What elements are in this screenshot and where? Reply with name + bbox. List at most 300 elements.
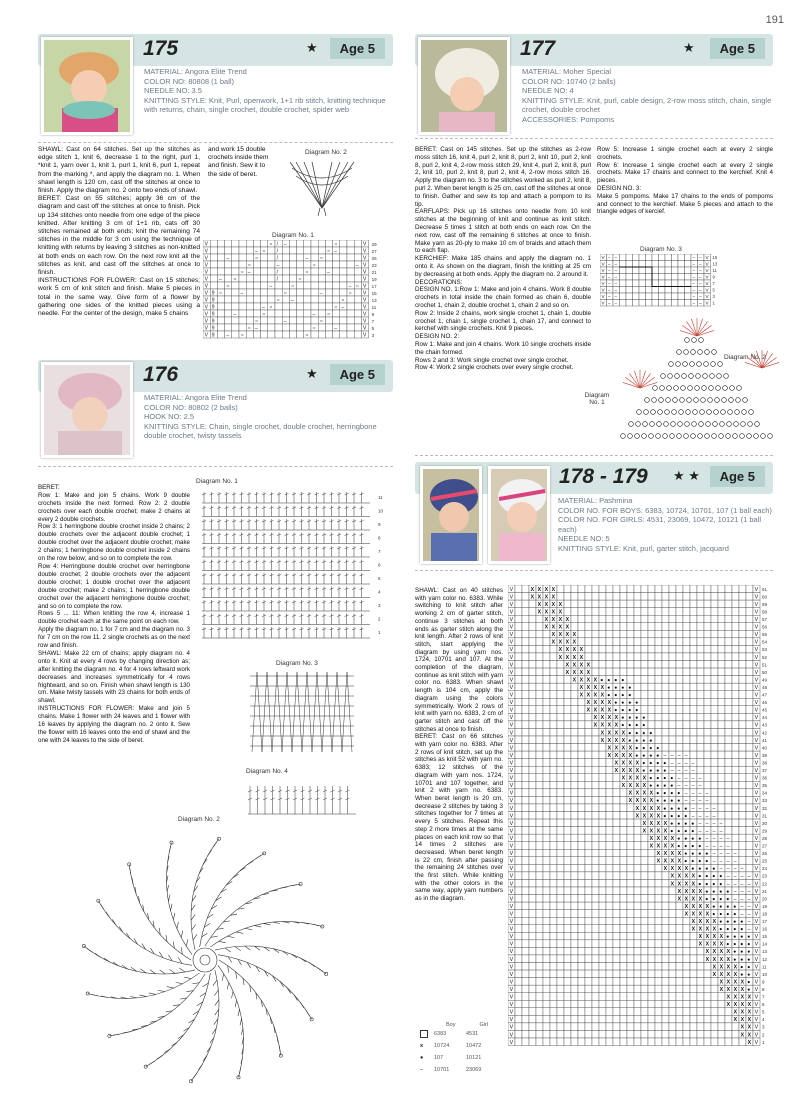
svg-text:X: X (705, 934, 710, 941)
svg-text:X: X (656, 851, 661, 858)
svg-text:41: 41 (762, 737, 768, 743)
svg-text:–: – (699, 294, 702, 300)
svg-text:X: X (600, 684, 605, 691)
svg-text:V: V (509, 617, 514, 623)
svg-text:○: ○ (334, 304, 338, 311)
svg-text:V: V (509, 843, 514, 850)
svg-text:2: 2 (762, 1032, 765, 1038)
svg-text:1: 1 (712, 300, 715, 306)
svg-text:X: X (705, 903, 710, 910)
svg-text:X: X (663, 866, 668, 873)
svg-text:X: X (565, 624, 570, 631)
info-style: KNITTING STYLE: Knit, purl, garter stitch, jacquard (558, 543, 729, 553)
svg-text:X: X (621, 752, 626, 759)
svg-text:V: V (754, 662, 759, 669)
svg-text:–: – (733, 881, 737, 888)
svg-text:X: X (572, 647, 577, 654)
svg-text:51: 51 (762, 662, 768, 668)
svg-text:V: V (705, 268, 709, 274)
svg-text:V: V (754, 752, 759, 759)
svg-text:●: ● (677, 805, 681, 812)
svg-text:X: X (698, 903, 703, 910)
svg-text:–: – (699, 274, 702, 280)
svg-text:5: 5 (371, 326, 375, 331)
info-color-girls: COLOR NO. FOR GIRLS: 4531, 23069, 10472, 10121 (1 ball each) (558, 515, 762, 534)
svg-text:X: X (628, 768, 633, 774)
svg-text:3: 3 (378, 603, 381, 608)
svg-text:–: – (226, 332, 229, 339)
diagram-3-cable-grid (600, 254, 742, 312)
svg-text:15: 15 (712, 255, 718, 260)
svg-text:○: ○ (305, 269, 309, 276)
svg-text:V: V (754, 1024, 759, 1031)
svg-text:X: X (719, 979, 724, 986)
svg-text:X: X (656, 820, 661, 827)
svg-text:○: ○ (334, 241, 338, 248)
svg-text:V: V (509, 654, 514, 661)
svg-text:●: ● (614, 677, 618, 684)
svg-text:–: – (733, 873, 737, 880)
svg-text:–: – (705, 820, 709, 827)
svg-text:X: X (684, 903, 689, 910)
diagram-2-label: Diagram No. 2 (724, 354, 766, 361)
svg-text:V: V (705, 261, 709, 267)
svg-text:○: ○ (355, 283, 359, 290)
svg-text:X: X (628, 752, 633, 759)
svg-text:–: – (726, 881, 730, 888)
svg-text:9: 9 (371, 312, 375, 317)
svg-text:●: ● (684, 820, 688, 827)
svg-text:3: 3 (712, 294, 715, 299)
svg-text:–: – (692, 261, 696, 267)
svg-text:X: X (691, 896, 696, 903)
svg-text:V: V (754, 707, 759, 714)
svg-text:V: V (754, 760, 759, 767)
svg-text:●: ● (691, 851, 695, 858)
svg-text:X: X (747, 1032, 752, 1039)
svg-text:●: ● (649, 775, 653, 782)
svg-text:V: V (363, 262, 367, 269)
svg-text:●: ● (719, 881, 723, 888)
svg-text:X: X (544, 586, 549, 593)
svg-text:X: X (747, 1009, 752, 1016)
svg-text:21: 21 (371, 270, 377, 275)
svg-text:X: X (705, 926, 710, 933)
svg-text:●: ● (719, 888, 723, 895)
svg-text:●: ● (628, 715, 632, 722)
svg-text:○: ○ (312, 262, 316, 269)
svg-text:X: X (677, 873, 682, 880)
svg-text:11: 11 (371, 305, 377, 310)
svg-text:X: X (628, 745, 633, 752)
pattern-175-text-cont: and work 15 double crochets inside them and finish. Sew it to the side of beret. (208, 146, 269, 178)
svg-text:V: V (509, 745, 514, 752)
svg-text:X: X (726, 994, 731, 1001)
svg-text:●: ● (740, 941, 744, 948)
svg-text:●: ● (607, 692, 611, 699)
svg-text:X: X (558, 632, 563, 639)
svg-text:X: X (635, 798, 640, 805)
svg-text:–: – (733, 896, 737, 903)
svg-text:X: X (691, 888, 696, 895)
svg-text:X: X (677, 866, 682, 873)
svg-text:–: – (262, 304, 265, 311)
color-legend: Boy Girl 6383 4531 x 10724 10472 ● 107 10121 – 10701 23069 (420, 1022, 489, 1073)
svg-text:5: 5 (378, 576, 381, 581)
photo-176 (41, 362, 133, 458)
svg-text:X: X (565, 617, 570, 623)
svg-text:●: ● (677, 843, 681, 850)
svg-text:●: ● (747, 971, 751, 978)
svg-text:●: ● (712, 866, 716, 873)
svg-text:–: – (291, 297, 294, 304)
svg-text:X: X (698, 896, 703, 903)
svg-text:●: ● (642, 730, 646, 737)
svg-text:44: 44 (762, 715, 768, 721)
svg-text:–: – (726, 858, 730, 865)
svg-text:–: – (614, 261, 618, 267)
svg-text:V: V (363, 318, 367, 325)
svg-text:–: – (684, 768, 688, 774)
svg-text:X: X (579, 677, 584, 684)
svg-text:●: ● (614, 700, 618, 707)
svg-text:–: – (719, 828, 723, 835)
svg-text:34: 34 (762, 790, 768, 796)
svg-text:●: ● (628, 684, 632, 691)
svg-text:9: 9 (211, 332, 215, 339)
svg-text:–: – (740, 881, 744, 888)
svg-text:–: – (740, 888, 744, 895)
svg-text:X: X (551, 609, 556, 616)
svg-text:V: V (754, 820, 759, 827)
svg-text:10: 10 (378, 508, 384, 514)
svg-text:●: ● (663, 805, 667, 812)
svg-text:●: ● (719, 926, 723, 933)
svg-text:–: – (614, 255, 618, 261)
svg-text:V: V (509, 805, 514, 812)
svg-text:●: ● (747, 986, 751, 993)
svg-text:49: 49 (762, 677, 768, 683)
svg-text:–: – (684, 752, 688, 759)
svg-text:●: ● (635, 715, 639, 722)
svg-text:V: V (204, 255, 208, 262)
svg-text:V: V (754, 617, 759, 623)
svg-text:–: – (747, 888, 751, 895)
svg-text:●: ● (705, 881, 709, 888)
svg-text:–: – (691, 760, 695, 767)
svg-text:○: ○ (319, 318, 323, 325)
svg-text:V: V (363, 269, 367, 276)
photo-177 (418, 37, 510, 135)
svg-text:X: X (572, 662, 577, 669)
svg-text:20: 20 (762, 896, 768, 902)
svg-text:–: – (608, 268, 611, 274)
svg-text:/: / (276, 241, 278, 248)
svg-text:●: ● (698, 835, 702, 842)
svg-text:●: ● (663, 775, 667, 782)
diagram-1-label: Diagram No. 1 (584, 392, 610, 406)
svg-text:●: ● (663, 798, 667, 805)
svg-text:–: – (740, 903, 744, 910)
svg-text:–: – (608, 261, 611, 267)
svg-text:●: ● (621, 692, 625, 699)
svg-text:V: V (601, 294, 605, 300)
svg-text:X: X (565, 654, 570, 661)
svg-text:V: V (204, 262, 208, 269)
svg-text:V: V (754, 828, 759, 835)
svg-text:●: ● (684, 843, 688, 850)
svg-text:X: X (586, 662, 591, 669)
svg-text:X: X (684, 911, 689, 918)
svg-text:●: ● (621, 707, 625, 714)
svg-text:X: X (642, 813, 647, 820)
svg-text:X: X (747, 1039, 752, 1046)
svg-text:50: 50 (762, 669, 768, 675)
svg-text:V: V (754, 594, 759, 601)
svg-text:○: ○ (327, 248, 331, 255)
pattern-176-info (144, 393, 394, 441)
svg-text:–: – (719, 851, 723, 858)
svg-text:X: X (628, 790, 633, 797)
svg-text:X: X (600, 692, 605, 699)
svg-text:–: – (608, 281, 611, 287)
svg-text:–: – (705, 843, 709, 850)
svg-text:V: V (509, 639, 514, 646)
svg-text:V: V (204, 325, 208, 332)
svg-text:●: ● (635, 730, 639, 737)
svg-text:●: ● (740, 971, 744, 978)
svg-text:X: X (649, 798, 654, 805)
svg-text:X: X (726, 971, 731, 978)
svg-text:V: V (754, 669, 759, 676)
svg-text:11: 11 (378, 495, 383, 500)
svg-text:●: ● (670, 828, 674, 835)
svg-text:X: X (656, 813, 661, 820)
pattern-177-text-cont: Row 5: Increase 1 single crochet each at every 2 single crochets. Row 6: Increase 1 single crochet each at every 2 single crochets. Make 17 chains and connect to the kerchief. Knit 4 pieces. DESIGN NO. 3: Make 5 pompoms. Make 17 chains to the ends of pompoms and connect to the kerchief. Make 5 pieces and attach to the triangle edges of kercief. (597, 146, 773, 216)
info-material: MATERIAL: Moher Special (522, 67, 612, 76)
svg-text:●: ● (621, 684, 625, 691)
svg-text:V: V (509, 1017, 514, 1024)
svg-text:X: X (621, 783, 626, 790)
svg-text:X: X (719, 964, 724, 971)
svg-text:●: ● (656, 790, 660, 797)
pattern-176-text: BERET: Row 1: Make and join 5 chains. Work 9 double crochets inside the next formed. Row 2: 2 double crochets over each double crochet; make 2 chains at every 2 double crochets. Row 3: 1 herringbone double crochet inside 2 chains; 2 double crochets over the adjacent double crochet; 1 double crochet over the adjacent double crochet; make 2 chains; 1 herringbone double crochet inside 2 chains on the row below; and so on to complete the row. Row 4: Herringbone double crochet over herringbone double crochet; 2 double crochets over the adjacent double crochet; 1 double crochet over the adjacent double crochet; make 2 chains; 1 herringbone double crochet over the adjacent herringbone double crochet; and so on to complete the row. Rows 5 ... 11: When knitting the row 4, increase 1 double crochet each at the same point on each row. Apply the diagram no. 1 for 7 cm and the diagram no. 3 for 7 cm on the row 11. 2 single crochets as on the next row and finish. SHAWL: Make 22 cm of chains; apply diagram no. 4 onto it. Knit at every 4 rows by changing direction as; after knitting the diagram no. 4 for 4 rows leftward work decreases and increases symmetrically for 4 rows frightward, and so on. Finish when shawl length is 130 cm. Make twisty tassels with 23 chains for both ends of shawl. INSTRUCTIONS FOR FLOWER: Make and join 5 chains. Make 1 flower with 24 leaves and 1 flower with 16 leaves by applying the diagram no. 2 onto it. Sew the flower with 16 leaves onto the end of shawl and the one with 24 leaves to the side of beret. (38, 483, 190, 744)
svg-text:–: – (698, 813, 702, 820)
svg-text:–: – (226, 255, 229, 262)
svg-text:●: ● (747, 949, 751, 956)
svg-text:●: ● (740, 926, 744, 933)
svg-text:–: – (698, 798, 702, 805)
svg-text:V: V (754, 775, 759, 782)
svg-text:X: X (600, 707, 605, 714)
svg-text:V: V (509, 858, 514, 865)
svg-text:X: X (684, 888, 689, 895)
svg-text:–: – (726, 843, 730, 850)
svg-text:V: V (363, 311, 367, 318)
svg-text:13: 13 (712, 261, 718, 267)
svg-text:–: – (712, 835, 716, 842)
svg-text:V: V (754, 624, 759, 631)
svg-text:V: V (754, 647, 759, 654)
svg-text:●: ● (663, 783, 667, 790)
svg-text:X: X (586, 669, 591, 676)
svg-text:●: ● (663, 790, 667, 797)
svg-text:X: X (614, 730, 619, 737)
svg-text:X: X (712, 956, 717, 963)
svg-text:○: ○ (255, 255, 259, 262)
svg-text:●: ● (628, 700, 632, 707)
svg-text:X: X (726, 979, 731, 986)
svg-text:V: V (754, 956, 759, 963)
svg-text:V: V (509, 669, 514, 676)
svg-text:X: X (635, 813, 640, 820)
svg-text:X: X (551, 624, 556, 631)
svg-text:–: – (327, 269, 330, 276)
svg-text:–: – (698, 790, 702, 797)
svg-text:V: V (509, 896, 514, 903)
svg-text:X: X (544, 609, 549, 616)
svg-text:–: – (726, 873, 730, 880)
info-hook: HOOK NO: 2.5 (144, 412, 195, 422)
svg-text:–: – (747, 926, 751, 933)
svg-text:X: X (733, 1002, 738, 1009)
svg-text:–: – (614, 281, 618, 287)
svg-text:V: V (509, 881, 514, 888)
svg-text:27: 27 (371, 249, 377, 254)
svg-text:●: ● (740, 956, 744, 963)
jacquard-chart (508, 585, 784, 1055)
svg-text:X: X (656, 843, 661, 850)
svg-text:X: X (663, 851, 668, 858)
svg-text:28: 28 (762, 835, 768, 841)
svg-text:V: V (204, 290, 208, 297)
page-number: 191 (765, 14, 784, 26)
svg-text:○: ○ (341, 297, 345, 304)
svg-text:39: 39 (762, 752, 768, 758)
svg-text:●: ● (649, 737, 653, 744)
svg-text:●: ● (677, 835, 681, 842)
svg-text:–: – (699, 287, 702, 293)
svg-text:V: V (509, 609, 514, 616)
svg-text:–: – (614, 268, 618, 274)
svg-text:X: X (537, 609, 542, 616)
svg-text:2: 2 (378, 616, 381, 622)
svg-text:32: 32 (762, 805, 768, 811)
svg-text:–: – (726, 835, 730, 842)
svg-text:–: – (719, 835, 723, 842)
svg-text:●: ● (670, 775, 674, 782)
svg-text:X: X (607, 752, 612, 759)
svg-text:●: ● (712, 896, 716, 903)
svg-text:56: 56 (762, 624, 768, 630)
svg-text:●: ● (684, 828, 688, 835)
svg-text:●: ● (705, 888, 709, 895)
svg-text:●: ● (705, 851, 709, 858)
svg-text:X: X (719, 941, 724, 948)
svg-text:●: ● (740, 964, 744, 971)
svg-text:V: V (754, 881, 759, 888)
svg-text:X: X (705, 911, 710, 918)
photo-175 (41, 37, 133, 135)
svg-text:V: V (754, 1032, 759, 1039)
svg-text:V: V (509, 926, 514, 933)
svg-text:–: – (691, 783, 695, 790)
svg-text:–: – (692, 294, 696, 300)
svg-text:V: V (363, 290, 367, 297)
svg-text:9: 9 (211, 297, 215, 304)
svg-text:V: V (509, 949, 514, 956)
svg-text:●: ● (670, 798, 674, 805)
svg-text:●: ● (628, 737, 632, 744)
info-needle: NEEDLE NO: 4 (522, 86, 574, 96)
svg-text:X: X (530, 594, 535, 601)
photo-178-boy (420, 466, 482, 564)
svg-text:V: V (509, 835, 514, 842)
svg-text:V: V (601, 261, 605, 267)
svg-text:V: V (509, 760, 514, 767)
svg-text:60: 60 (762, 594, 768, 600)
svg-text:X: X (698, 888, 703, 895)
svg-text:●: ● (726, 888, 730, 895)
svg-text:X: X (607, 707, 612, 714)
svg-text:V: V (204, 248, 208, 255)
svg-text:–: – (269, 283, 273, 290)
svg-text:52: 52 (762, 654, 768, 660)
svg-text:X: X (670, 881, 675, 888)
svg-text:●: ● (656, 798, 660, 805)
svg-text:X: X (635, 768, 640, 774)
svg-text:●: ● (684, 851, 688, 858)
svg-text:–: – (699, 281, 702, 287)
svg-text:●: ● (691, 820, 695, 827)
pattern-number: 176 (143, 363, 179, 386)
svg-text:●: ● (635, 737, 639, 744)
svg-text:●: ● (642, 752, 646, 759)
svg-text:V: V (754, 737, 759, 744)
svg-text:V: V (754, 866, 759, 873)
svg-text:V: V (705, 294, 709, 300)
svg-text:●: ● (670, 805, 674, 812)
svg-text:V: V (204, 332, 208, 339)
svg-text:X: X (712, 934, 717, 941)
svg-text:V: V (754, 715, 759, 722)
svg-text:–: – (691, 768, 695, 774)
svg-text:–: – (608, 294, 611, 300)
svg-text:●: ● (656, 752, 660, 759)
svg-text:●: ● (621, 722, 625, 729)
svg-text:–: – (740, 896, 744, 903)
svg-text:–: – (733, 866, 737, 873)
svg-text:●: ● (747, 956, 751, 963)
svg-text:–: – (698, 783, 702, 790)
svg-text:V: V (509, 919, 514, 925)
svg-text:X: X (565, 647, 570, 654)
svg-text:37: 37 (762, 768, 768, 773)
svg-text:○: ○ (262, 248, 266, 255)
svg-text:●: ● (670, 790, 674, 797)
svg-text:X: X (537, 594, 542, 601)
svg-text:V: V (363, 297, 367, 304)
svg-text:X: X (663, 843, 668, 850)
svg-text:X: X (719, 956, 724, 963)
svg-text:1: 1 (378, 630, 381, 635)
svg-text:X: X (607, 745, 612, 752)
svg-text:X: X (670, 858, 675, 865)
svg-text:–: – (283, 318, 287, 325)
svg-text:5: 5 (712, 287, 715, 293)
svg-text:X: X (719, 934, 724, 941)
svg-text:X: X (607, 737, 612, 744)
